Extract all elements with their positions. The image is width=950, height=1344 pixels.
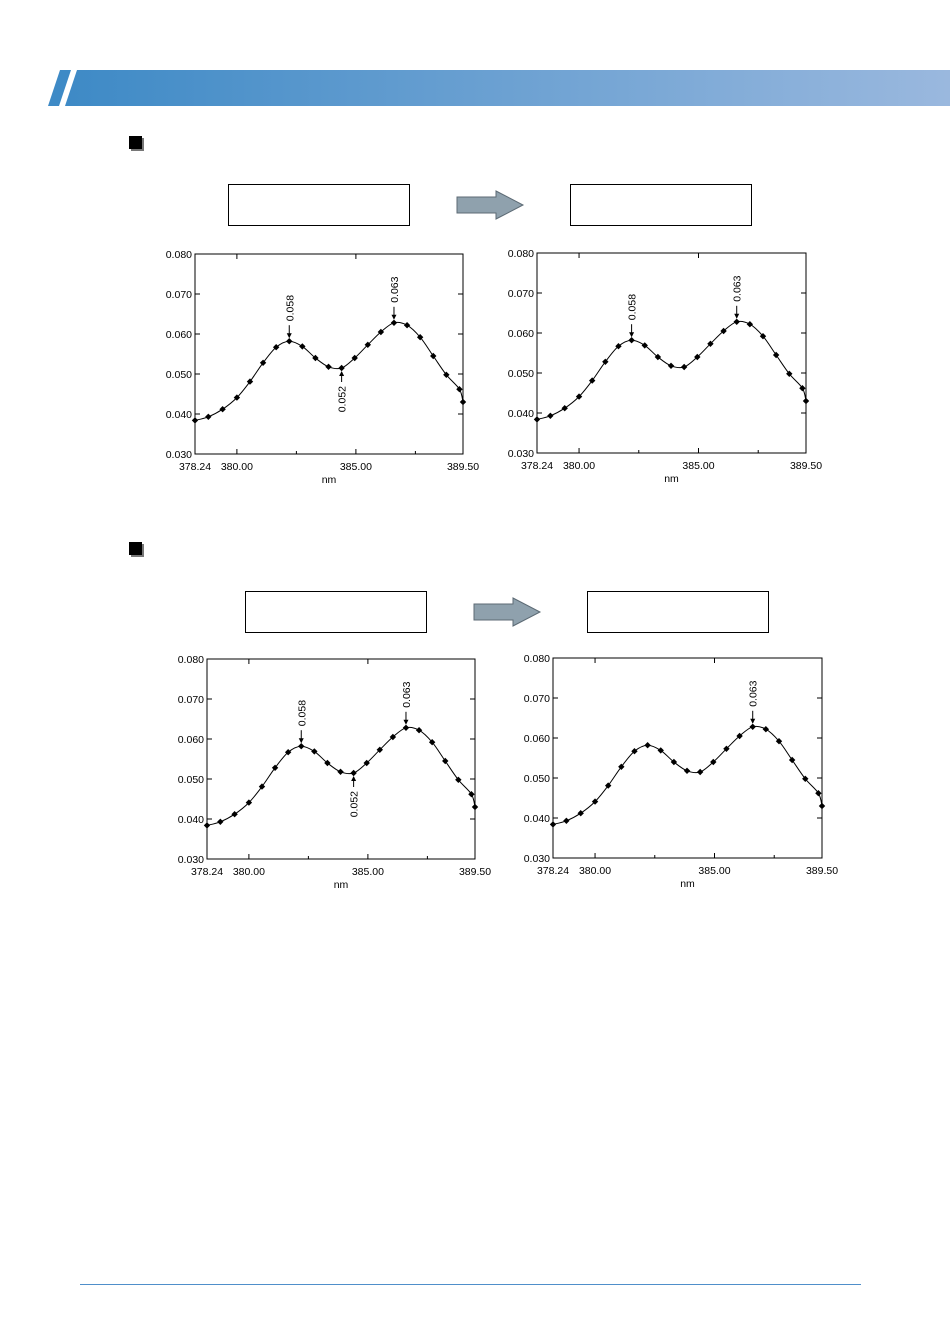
x-tick-label: 389.50 [789,460,823,472]
y-tick-label: 0.030 [165,449,192,461]
y-tick-label: 0.040 [507,408,534,420]
x-tick-label: 385.00 [682,460,715,472]
y-tick-label: 0.040 [523,813,550,825]
data-point [697,769,703,775]
x-axis-label: nm [321,474,337,486]
y-tick-label: 0.070 [523,693,550,705]
y-tick-label: 0.030 [523,853,550,865]
x-axis-label: nm [680,878,695,890]
y-tick-label: 0.080 [177,654,204,666]
y-tick-label: 0.050 [177,774,204,786]
y-tick-label: 0.040 [177,814,204,826]
data-point [550,821,556,827]
y-tick-label: 0.060 [507,328,534,340]
valley-value-label: 0.052 [348,791,361,818]
y-tick-label: 0.070 [507,288,534,300]
data-point [684,768,690,774]
x-tick-label: 380.00 [232,866,265,878]
data-point [578,810,584,816]
peak-value-label: 0.058 [296,699,309,727]
y-tick-label: 0.040 [165,409,192,421]
x-tick-label: 380.00 [578,865,612,877]
x-axis-label: nm [664,473,679,485]
y-tick-label: 0.050 [165,369,192,381]
y-tick-label: 0.080 [523,653,550,665]
peak-value-label: 0.063 [747,680,760,707]
x-tick-label: 378.24 [178,461,212,473]
peak-value-label: 0.063 [400,681,413,708]
peak-value-label: 0.063 [388,276,401,303]
x-tick-label: 385.00 [698,865,731,877]
plot-frame [553,658,822,858]
data-point [819,803,825,809]
y-tick-label: 0.070 [177,694,204,706]
x-tick-label: 385.00 [351,866,384,878]
y-tick-label: 0.050 [523,773,550,785]
y-tick-label: 0.080 [507,248,534,260]
y-tick-label: 0.080 [165,249,192,261]
y-tick-label: 0.060 [177,734,204,746]
data-point [763,726,769,732]
y-tick-label: 0.030 [507,448,534,460]
data-point [789,757,795,763]
x-axis-label: nm [333,879,349,891]
data-point [563,818,569,824]
y-tick-label: 0.060 [523,733,550,745]
valley-value-label: 0.052 [336,386,349,413]
y-tick-label: 0.030 [177,854,204,866]
x-tick-label: 380.00 [220,461,253,473]
x-tick-label: 378.24 [520,460,554,472]
peak-value-label: 0.058 [626,293,639,321]
data-point [750,724,756,730]
x-tick-label: 385.00 [339,461,372,473]
footer-rule [80,1284,861,1285]
x-tick-label: 380.00 [562,460,596,472]
peak-value-label: 0.058 [284,294,297,322]
y-tick-label: 0.050 [507,368,534,380]
peak-marker-arrow [750,719,755,724]
y-tick-label: 0.070 [165,289,192,301]
x-tick-label: 378.24 [190,866,224,878]
y-tick-label: 0.060 [165,329,192,341]
data-point [644,742,650,748]
x-tick-label: 389.50 [805,865,839,877]
x-tick-label: 378.24 [536,865,570,877]
x-tick-label: 389.50 [446,461,480,473]
peak-value-label: 0.063 [731,275,744,302]
x-tick-label: 389.50 [458,866,492,878]
